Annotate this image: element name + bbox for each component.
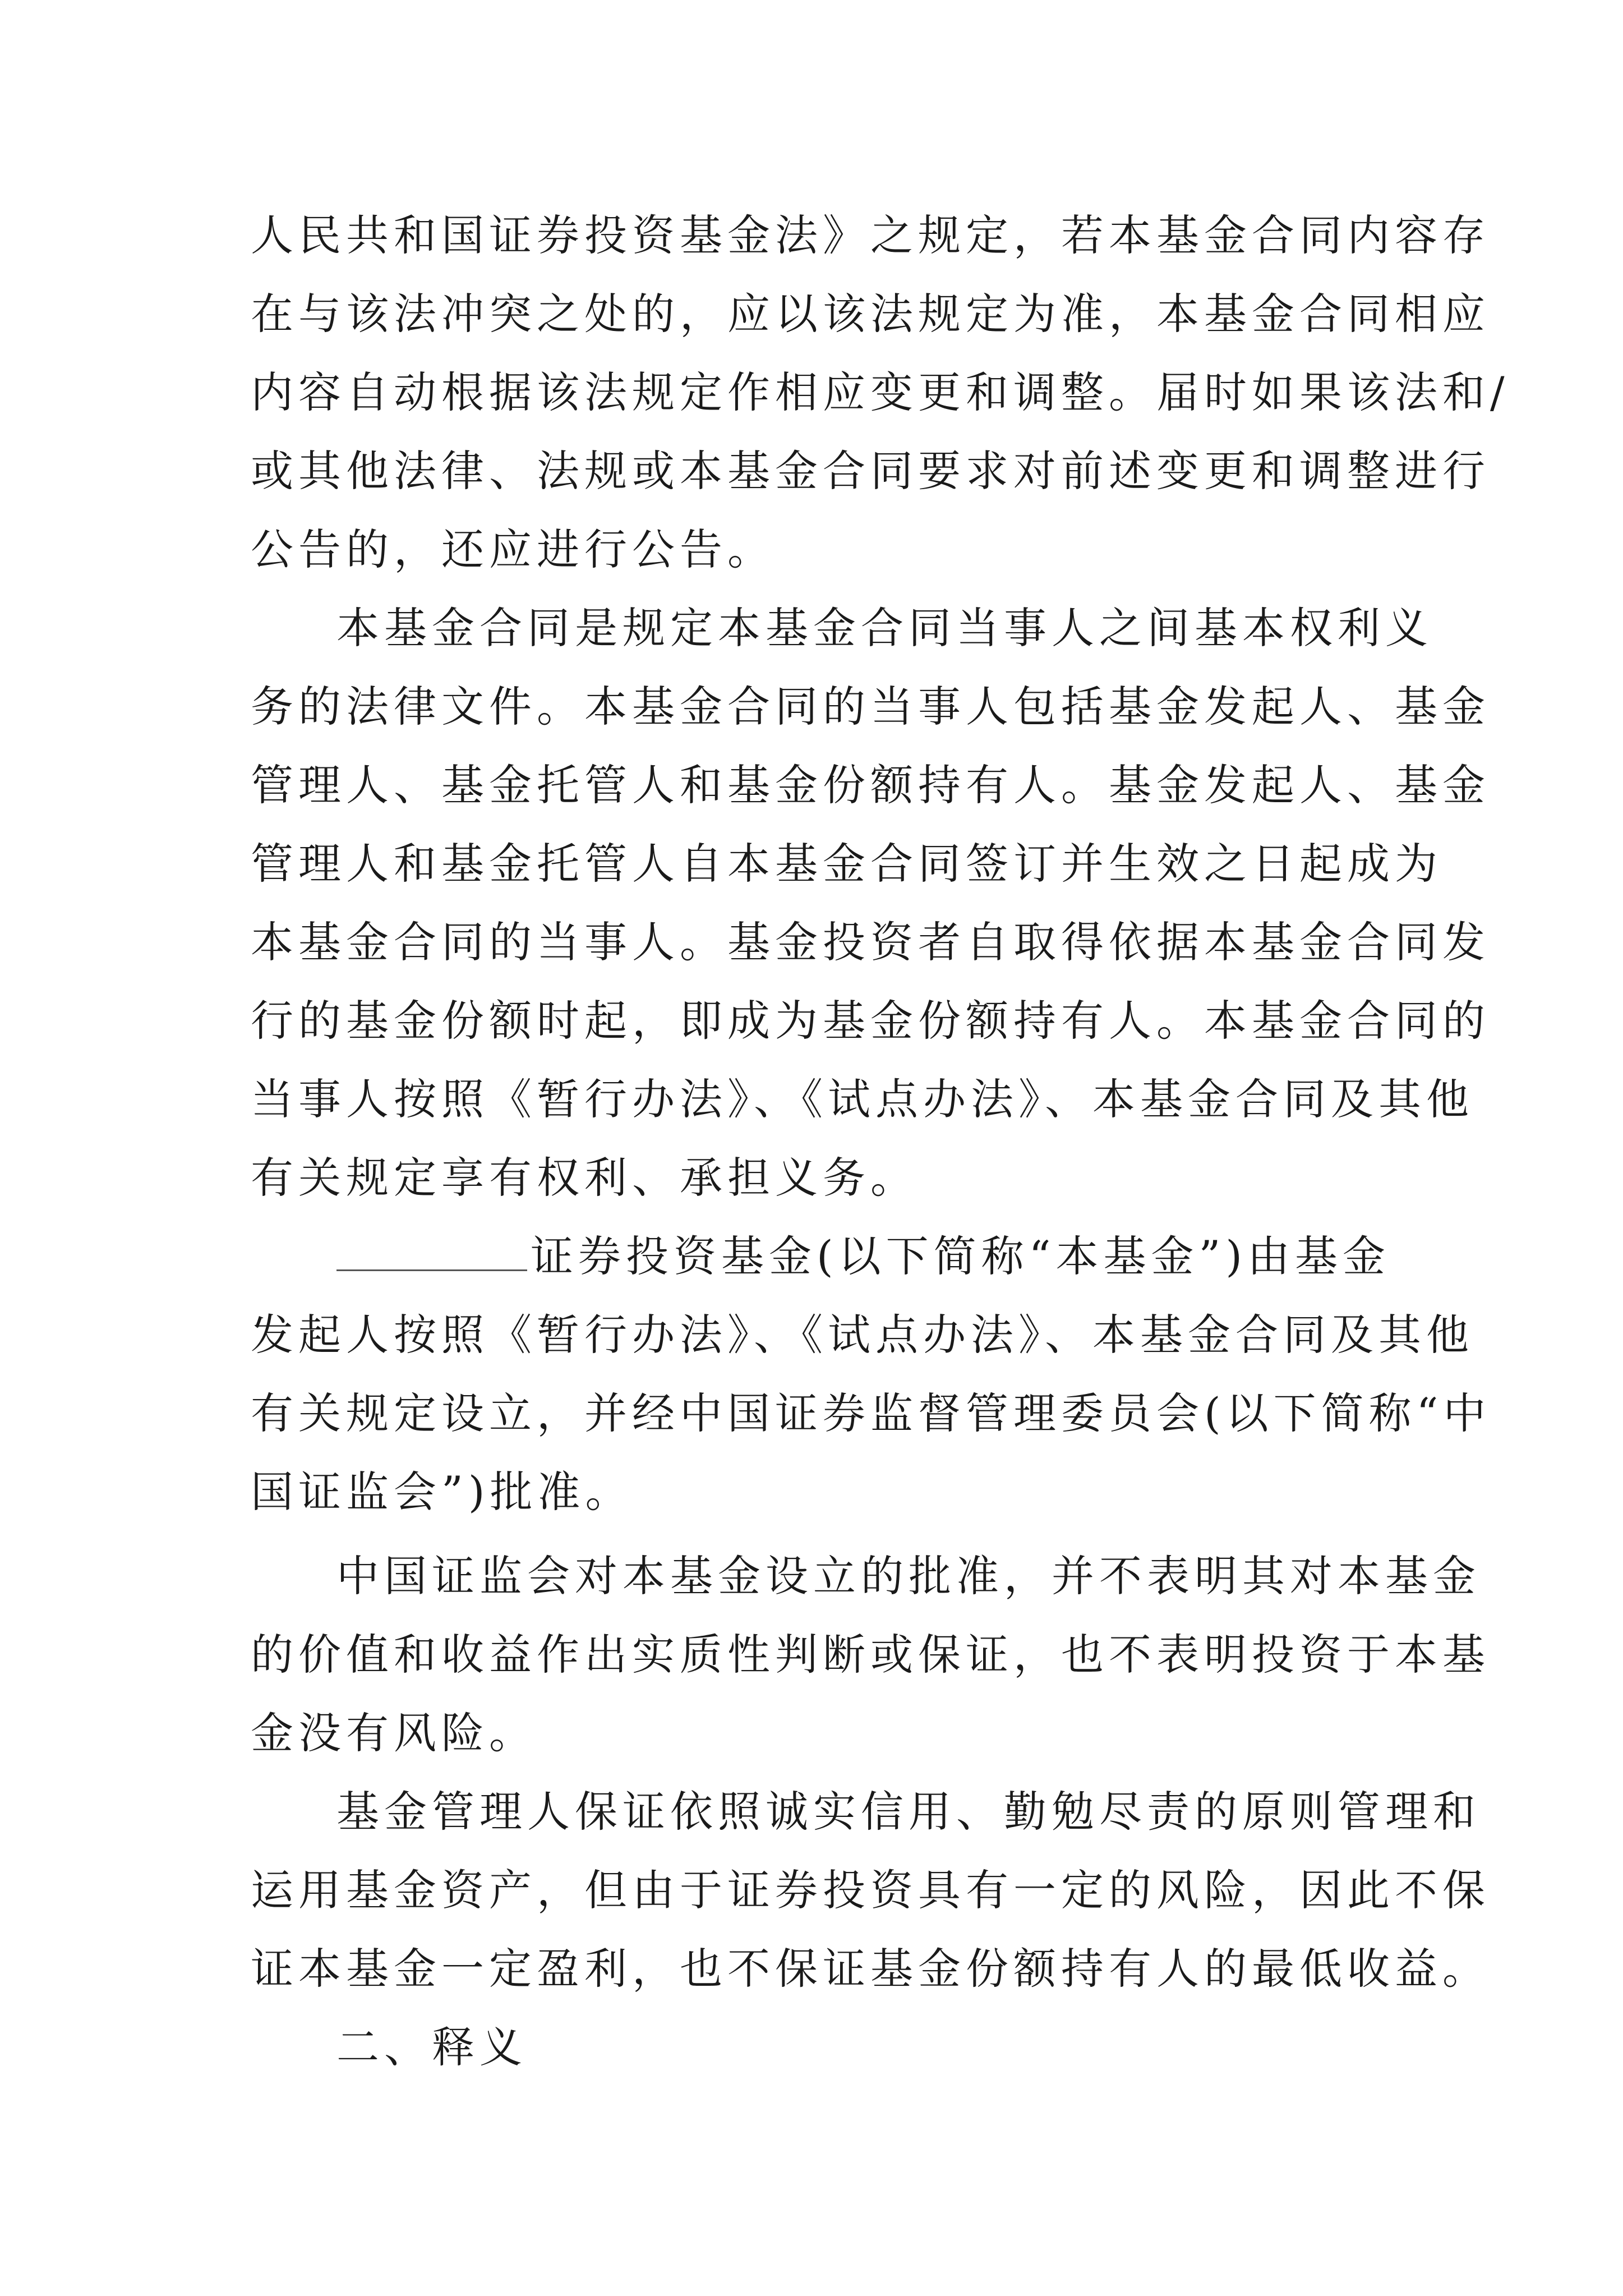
paragraph-2-line-2: 务的法律文件。本基金合同的当事人包括基金发起人、基金 — [251, 682, 1490, 731]
paragraph-2-line-6: 行的基金份额时起，即成为基金份额持有人。本基金合同的 — [251, 996, 1490, 1046]
paragraph-4-line-1: 中国证监会对本基金设立的批准，并不表明其对本基金 — [336, 1551, 1481, 1601]
paragraph-2-line-1: 本基金合同是规定本基金合同当事人之间基本权利义 — [336, 603, 1433, 653]
paragraph-1-line-3: 内容自动根据该法规定作相应变更和调整。届时如果该法和/ — [251, 367, 1510, 417]
paragraph-2-line-3: 管理人、基金托管人和基金份额持有人。基金发起人、基金 — [251, 760, 1490, 810]
paragraph-3-line-3: 有关规定设立，并经中国证券监督管理委员会(以下简称“中 — [251, 1388, 1491, 1438]
paragraph-2-line-5: 本基金合同的当事人。基金投资者自取得依据本基金合同发 — [251, 917, 1490, 967]
paragraph-2-line-7: 当事人按照《暂行办法》、《试点办法》、本基金合同及其他 — [251, 1074, 1474, 1124]
paragraph-1-line-4: 或其他法律、法规或本基金合同要求对前述变更和调整进行 — [251, 446, 1490, 496]
section-heading: 二、释义 — [336, 2022, 527, 2072]
paragraph-5-line-2: 运用基金资产，但由于证券投资具有一定的风险，因此不保 — [251, 1865, 1490, 1915]
paragraph-4-line-3: 金没有风险。 — [251, 1708, 537, 1758]
paragraph-1-line-1: 人民共和国证券投资基金法》之规定，若本基金合同内容存 — [251, 210, 1490, 260]
paragraph-2-line-4: 管理人和基金托管人自本基金合同签订并生效之日起成为 — [251, 839, 1442, 889]
paragraph-4-line-2: 的价值和收益作出实质性判断或保证，也不表明投资于本基 — [251, 1630, 1490, 1680]
paragraph-5-line-1: 基金管理人保证依照诚实信用、勤勉尽责的原则管理和 — [336, 1787, 1481, 1837]
paragraph-3-line-4: 国证监会”)批准。 — [251, 1467, 633, 1517]
paragraph-3-line-1 — [336, 1228, 1390, 1285]
paragraph-5-line-3: 证本基金一定盈利，也不保证基金份额持有人的最低收益。 — [251, 1944, 1490, 1994]
fund-name-blank — [336, 1230, 527, 1271]
paragraph-2-line-8: 有关规定享有权利、承担义务。 — [251, 1153, 918, 1203]
paragraph-1-line-2: 在与该法冲突之处的，应以该法规定为准，本基金合同相应 — [251, 289, 1490, 339]
paragraph-1-line-5: 公告的，还应进行公告。 — [251, 524, 775, 574]
paragraph-3-line-1-text: 证券投资基金(以下简称“本基金”)由基金 — [531, 1231, 1391, 1281]
paragraph-3-line-2: 发起人按照《暂行办法》、《试点办法》、本基金合同及其他 — [251, 1310, 1474, 1360]
